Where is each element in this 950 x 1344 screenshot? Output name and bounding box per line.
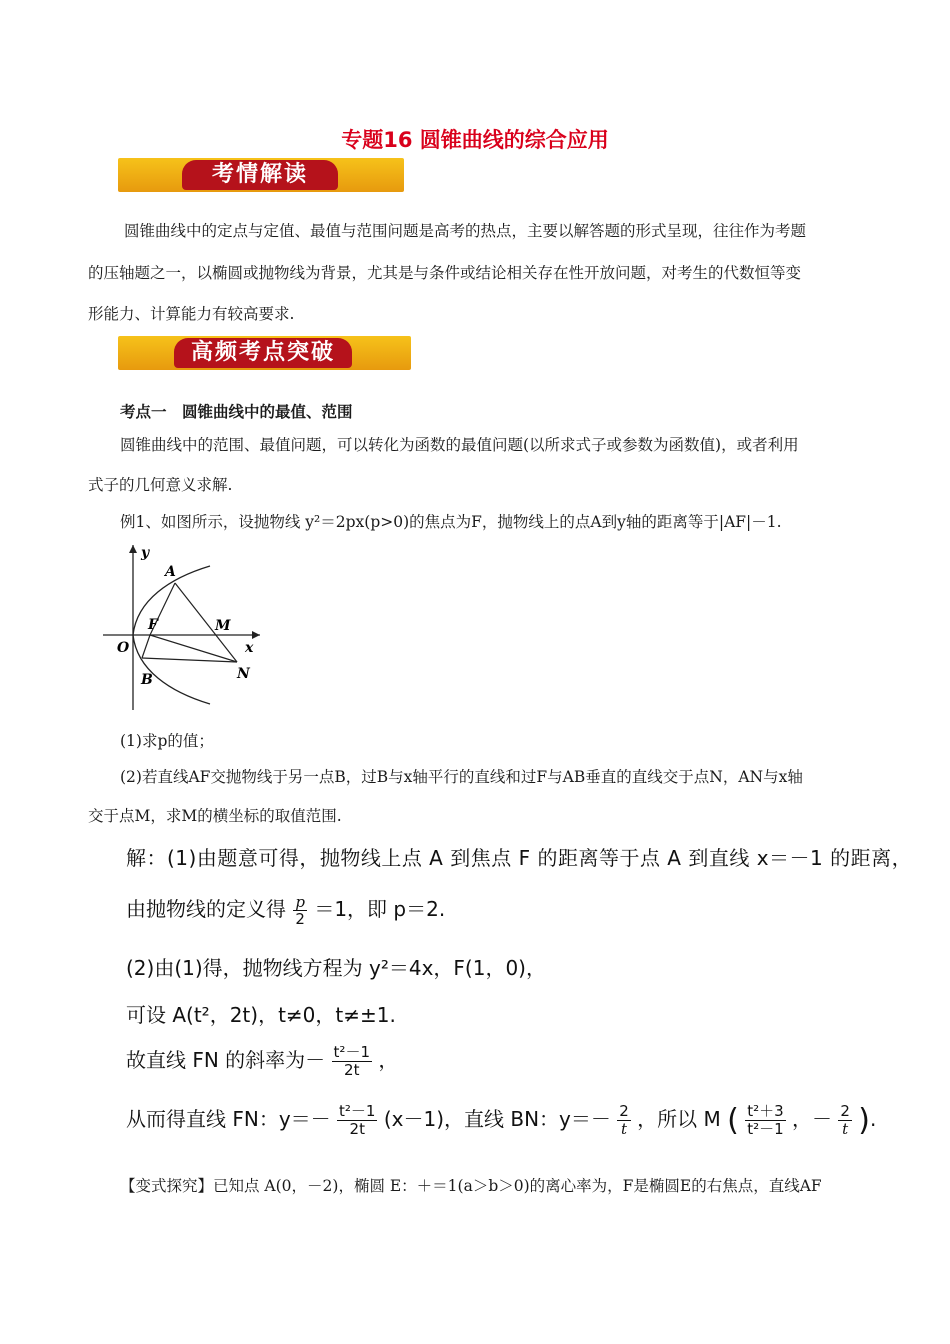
banner-tab bbox=[174, 338, 352, 368]
question-2-line-2: 交于点M，求M的横坐标的取值范围. bbox=[88, 807, 342, 825]
segment-BN bbox=[142, 658, 237, 662]
intro-line-2: 的压轴题之一，以椭圆或抛物线为背景，尤其是与条件或结论相关存在性开放问题，对考生的代数恒等变 bbox=[88, 264, 802, 282]
solution-text: ，－ bbox=[792, 1107, 833, 1131]
segment-FN bbox=[150, 635, 237, 662]
solution-text: 故直线 FN 的斜率为－ bbox=[126, 1048, 326, 1072]
question-2-line-1: (2)若直线AF交抛物线于另一点B，过B与x轴平行的直线和过F与AB垂直的直线交于点N，AN与x轴 bbox=[120, 768, 803, 786]
label-A: A bbox=[165, 564, 176, 580]
fraction bbox=[337, 1103, 377, 1138]
fraction-denominator: t²－1 bbox=[747, 1120, 784, 1138]
example-line: 例1、如图所示，设抛物线 y²＝2px(p>0)的焦点为F，抛物线上的点A到y轴的距离等于|AF|－1. bbox=[120, 513, 782, 531]
banner-label: 高频考点突破 bbox=[190, 340, 335, 365]
label-O: O bbox=[117, 640, 130, 656]
x-axis-arrow bbox=[252, 631, 260, 639]
solution-text: . bbox=[870, 1107, 877, 1131]
section-line-1: 圆锥曲线中的范围、最值问题，可以转化为函数的最值问题(以所求式子或参数为函数值)，或者利用 bbox=[120, 436, 799, 454]
label-N: N bbox=[237, 666, 250, 682]
fraction-numerator: t²＋3 bbox=[747, 1102, 784, 1120]
fraction-numerator: t²－1 bbox=[333, 1043, 370, 1061]
banner-label: 考情解读 bbox=[211, 162, 308, 187]
page-title: 专题16 圆锥曲线的综合应用 bbox=[341, 128, 609, 152]
fraction-denominator: 2t bbox=[349, 1120, 365, 1138]
solution-text: ＝1，即 p＝2. bbox=[314, 897, 446, 921]
banner-tab bbox=[182, 160, 338, 190]
fraction bbox=[617, 1103, 631, 1138]
solution-text: (x－1)，直线 BN：y＝－ bbox=[383, 1107, 611, 1131]
label-F: F bbox=[148, 617, 158, 633]
fraction-numerator: t²－1 bbox=[339, 1102, 376, 1120]
fraction bbox=[332, 1044, 372, 1079]
intro-line-1: 圆锥曲线中的定点与定值、最值与范围问题是高考的热点，主要以解答题的形式呈现，往往作为考题 bbox=[124, 222, 807, 240]
variant-line: 【变式探究】已知点 A(0，－2)，椭圆 E：＋＝1(a＞b＞0)的离心率为，F是椭圆E的右焦点，直线AF bbox=[120, 1177, 822, 1195]
solution-line-5 bbox=[126, 1044, 398, 1079]
fraction-numerator: 2 bbox=[840, 1102, 850, 1120]
fraction-denominator: t bbox=[842, 1120, 849, 1138]
solution-line-2 bbox=[126, 893, 445, 927]
label-B: B bbox=[141, 672, 153, 688]
section-line-2: 式子的几何意义求解. bbox=[88, 476, 233, 494]
parabola-figure bbox=[95, 540, 275, 720]
solution-line-4: 可设 A(t²，2t)，t≠0，t≠±1. bbox=[126, 1003, 396, 1027]
intro-line-3: 形能力、计算能力有较高要求. bbox=[88, 305, 295, 323]
fraction-numerator: p bbox=[295, 893, 305, 911]
paren-right: ) bbox=[858, 1103, 871, 1138]
banner-gaopin bbox=[118, 336, 411, 370]
label-x: x bbox=[245, 640, 254, 656]
solution-text: 由抛物线的定义得 bbox=[126, 897, 286, 921]
solution-text: ，所以 M bbox=[637, 1107, 721, 1131]
fraction-denominator: 2t bbox=[344, 1061, 360, 1079]
fraction bbox=[293, 894, 307, 927]
fraction-numerator: 2 bbox=[619, 1102, 629, 1120]
segment-FB bbox=[142, 635, 150, 658]
solution-line-3: (2)由(1)得，抛物线方程为 y²＝4x，F(1，0)， bbox=[126, 956, 546, 980]
label-y: y bbox=[141, 545, 150, 561]
fraction bbox=[745, 1103, 785, 1138]
solution-text: ， bbox=[378, 1048, 399, 1072]
section-heading: 考点一 圆锥曲线中的最值、范围 bbox=[120, 402, 353, 421]
paren-left: ( bbox=[727, 1103, 739, 1138]
fraction bbox=[838, 1103, 852, 1138]
solution-line-6 bbox=[126, 1103, 876, 1138]
fraction-denominator: 2 bbox=[295, 910, 305, 928]
solution-line-1: 解：(1)由题意可得，抛物线上点 A 到焦点 F 的距离等于点 A 到直线 x＝－1 的距离， bbox=[126, 846, 913, 870]
label-M: M bbox=[215, 618, 231, 634]
y-axis-arrow bbox=[129, 545, 137, 553]
solution-text: 从而得直线 FN：y＝－ bbox=[126, 1107, 331, 1131]
question-1: (1)求p的值； bbox=[120, 732, 214, 750]
banner-kaoqing bbox=[118, 158, 404, 192]
fraction-denominator: t bbox=[621, 1120, 628, 1138]
